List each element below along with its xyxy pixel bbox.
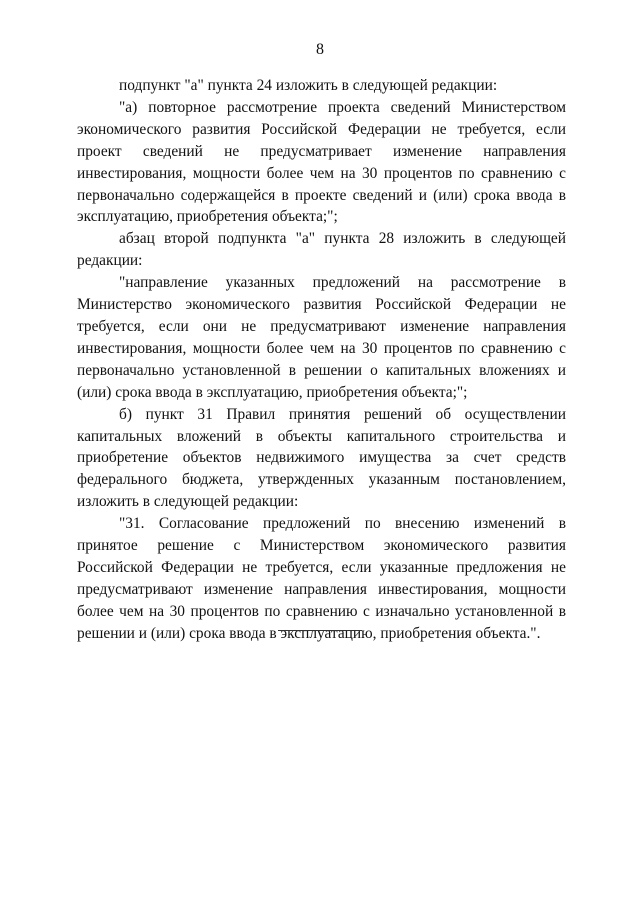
page-number: 8 (316, 41, 324, 58)
paragraph-quoted-subitem-a: "а) повторное рассмотрение проекта сведений Министерством экономического развития Российской Федерации не требуется, если проект сведений не предусматривает изменение направления инвестирования, мощности более чем на 30 процентов по сравнению с первоначально содержащейся в проекте сведений и (или) срока ввода в эксплуатацию, приобретения объекта;"; (77, 98, 566, 226)
paragraph-subitem-a-point-24: подпункт "а" пункта 24 изложить в следующей редакции: (119, 77, 498, 94)
paragraph-quoted-direction: "направление указанных предложений на рассмотрение в Министерство экономического развития Российской Федерации не требуется, если они не предусматривают изменение направления инвестирования, мощности более чем на 30 процентов по сравнению с первоначально установленной в решении о капитальных вложениях и (или) срока ввода в эксплуатацию, приобретения объекта;"; (77, 274, 566, 401)
end-separator-line (278, 630, 362, 631)
paragraph-subitem-b-point-31: б) пункт 31 Правил принятия решений об осуществлении капитальных вложений в объекты капитального строительства и приобретение объектов недвижимого имущества за счет средств федерального бюджета, утвержденных указанным постановлением, изложить в следующей редакции: (77, 405, 566, 511)
paragraph-point-28-intro: абзац второй подпункта "а" пункта 28 изложить в следующей редакции: (77, 230, 566, 270)
document-body (77, 75, 566, 645)
paragraph-quoted-point-31: "31. Согласование предложений по внесению изменений в принятое решение с Министерством экономического развития Российской Федерации не требуется, если указанные предложения не предусматривают изменение направления инвестирования, мощности более чем на 30 процентов по сравнению с изначально установленной в решении и (или) срока ввода в эксплуатацию, приобретения объекта.". (77, 515, 566, 642)
